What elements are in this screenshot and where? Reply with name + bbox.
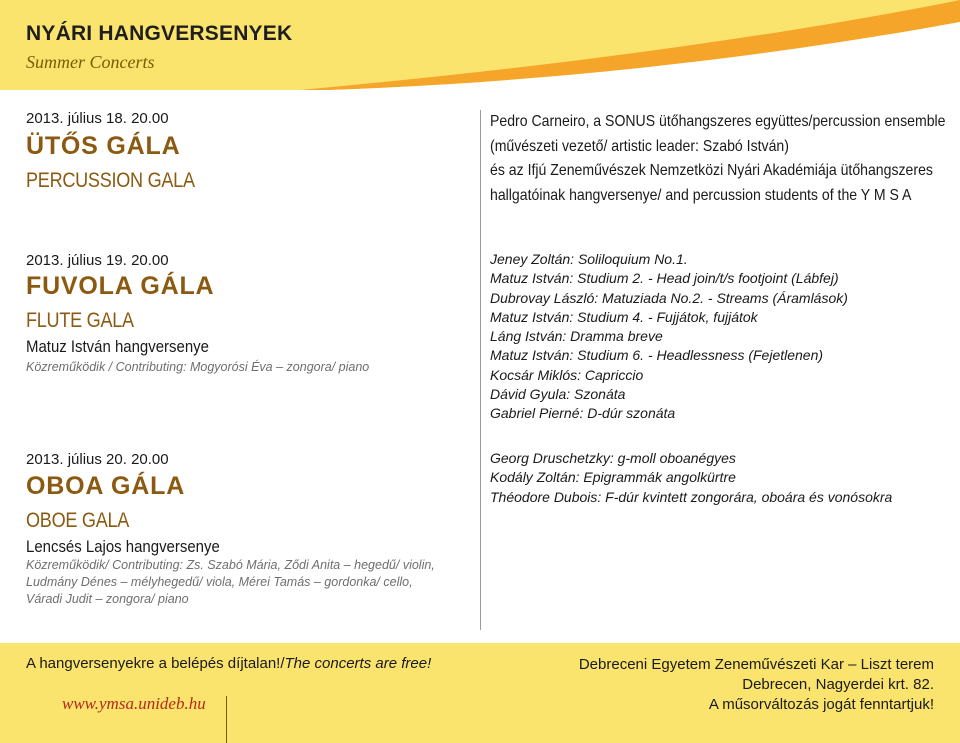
event-2-date: 2013. július 19. 20.00: [26, 252, 169, 269]
event-2-performer: Matuz István hangversenye: [26, 337, 209, 356]
contributing-line: Ludmány Dénes – mélyhegedű/ viola, Mérei Tamás – gordonka/ cello,: [26, 575, 413, 589]
program-item: Jeney Zoltán: Soliloquium No.1.: [490, 251, 688, 267]
program-item: Matuz István: Studium 2. - Head join/t/s footjoint (Lábfej): [490, 270, 839, 287]
footer-vertical-rule: [226, 696, 227, 743]
venue-address: Debrecen, Nagyerdei krt. 82.: [742, 676, 934, 693]
event-1-description: [490, 110, 945, 208]
program-item: Gabriel Pierné: D-dúr szonáta: [490, 405, 676, 422]
event-1-description-line: (művészeti vezető/ artistic leader: Szabó István): [490, 137, 789, 155]
program-item: Láng István: Dramma breve: [490, 328, 663, 345]
header-title: NYÁRI HANGVERSENYEK: [26, 22, 293, 45]
website-link[interactable]: www.ymsa.unideb.hu: [62, 694, 206, 713]
event-1-description-line: és az Ifjú Zeneművészek Nemzetközi Nyári Akadémiája ütőhangszeres: [490, 162, 933, 179]
event-1-date: 2013. július 18. 20.00: [26, 110, 169, 127]
event-2-title: FUVOLA GÁLA: [26, 272, 215, 300]
free-admission-notice: [26, 655, 431, 672]
event-1-description-line: Pedro Carneiro, a SONUS ütőhangszeres együttes/percussion ensemble: [490, 113, 946, 130]
contributing-line: Váradi Judit – zongora/ piano: [26, 592, 189, 606]
event-1-title: ÜTŐS GÁLA: [26, 132, 181, 160]
contributing-line: Közreműködik/ Contributing: Zs. Szabó Mária, Ződi Anita – hegedű/ violin,: [26, 558, 435, 572]
event-3-date: 2013. július 20. 20.00: [26, 451, 169, 468]
event-2-program: [490, 250, 848, 424]
event-3-performer: Lencsés Lajos hangversenye: [26, 537, 220, 556]
program-change-notice: A műsorváltozás jogát fenntartjuk!: [708, 696, 934, 713]
venue-name: Debreceni Egyetem Zeneművészeti Kar – Liszt terem: [578, 656, 934, 673]
event-3-contributing: [26, 557, 486, 608]
event-3-title-en: OBOE GALA: [26, 509, 130, 532]
event-2-contributing: Közreműködik / Contributing: Mogyorósi Éva – zongora/ piano: [26, 360, 370, 374]
event-3-title: OBOA GÁLA: [26, 472, 186, 500]
program-item: Matuz István: Studium 6. - Headlessness (Fejetlenen): [490, 347, 824, 364]
program-item: Kodály Zoltán: Epigrammák angolkürtre: [490, 469, 736, 486]
program-item: Georg Druschetzky: g-moll oboanégyes: [490, 450, 736, 466]
program-item: Théodore Dubois: F-dúr kvintett zongorára, oboára és vonósokra: [490, 488, 893, 505]
program-item: Dávid Gyula: Szonáta: [490, 386, 626, 403]
program-item: Matuz István: Studium 4. - Fujjátok, fujjátok: [490, 308, 758, 325]
event-2-title-en: FLUTE GALA: [26, 309, 134, 332]
program-item: Dubrovay László: Matuziada No.2. - Streams (Áramlások): [490, 289, 848, 306]
venue-info: [579, 655, 934, 715]
free-admission-en: The concerts are free!: [284, 655, 432, 672]
event-1-description-line: hallgatóinak hangversenye/ and percussion students of the Y M S A: [490, 186, 912, 204]
event-1-title-en: PERCUSSION GALA: [26, 169, 195, 192]
free-admission-hu: A hangversenyekre a belépés díjtalan!/: [26, 655, 285, 672]
header-subtitle: Summer Concerts: [26, 52, 155, 72]
event-3-program: [490, 449, 892, 507]
program-item: Kocsár Miklós: Capriccio: [490, 366, 644, 383]
